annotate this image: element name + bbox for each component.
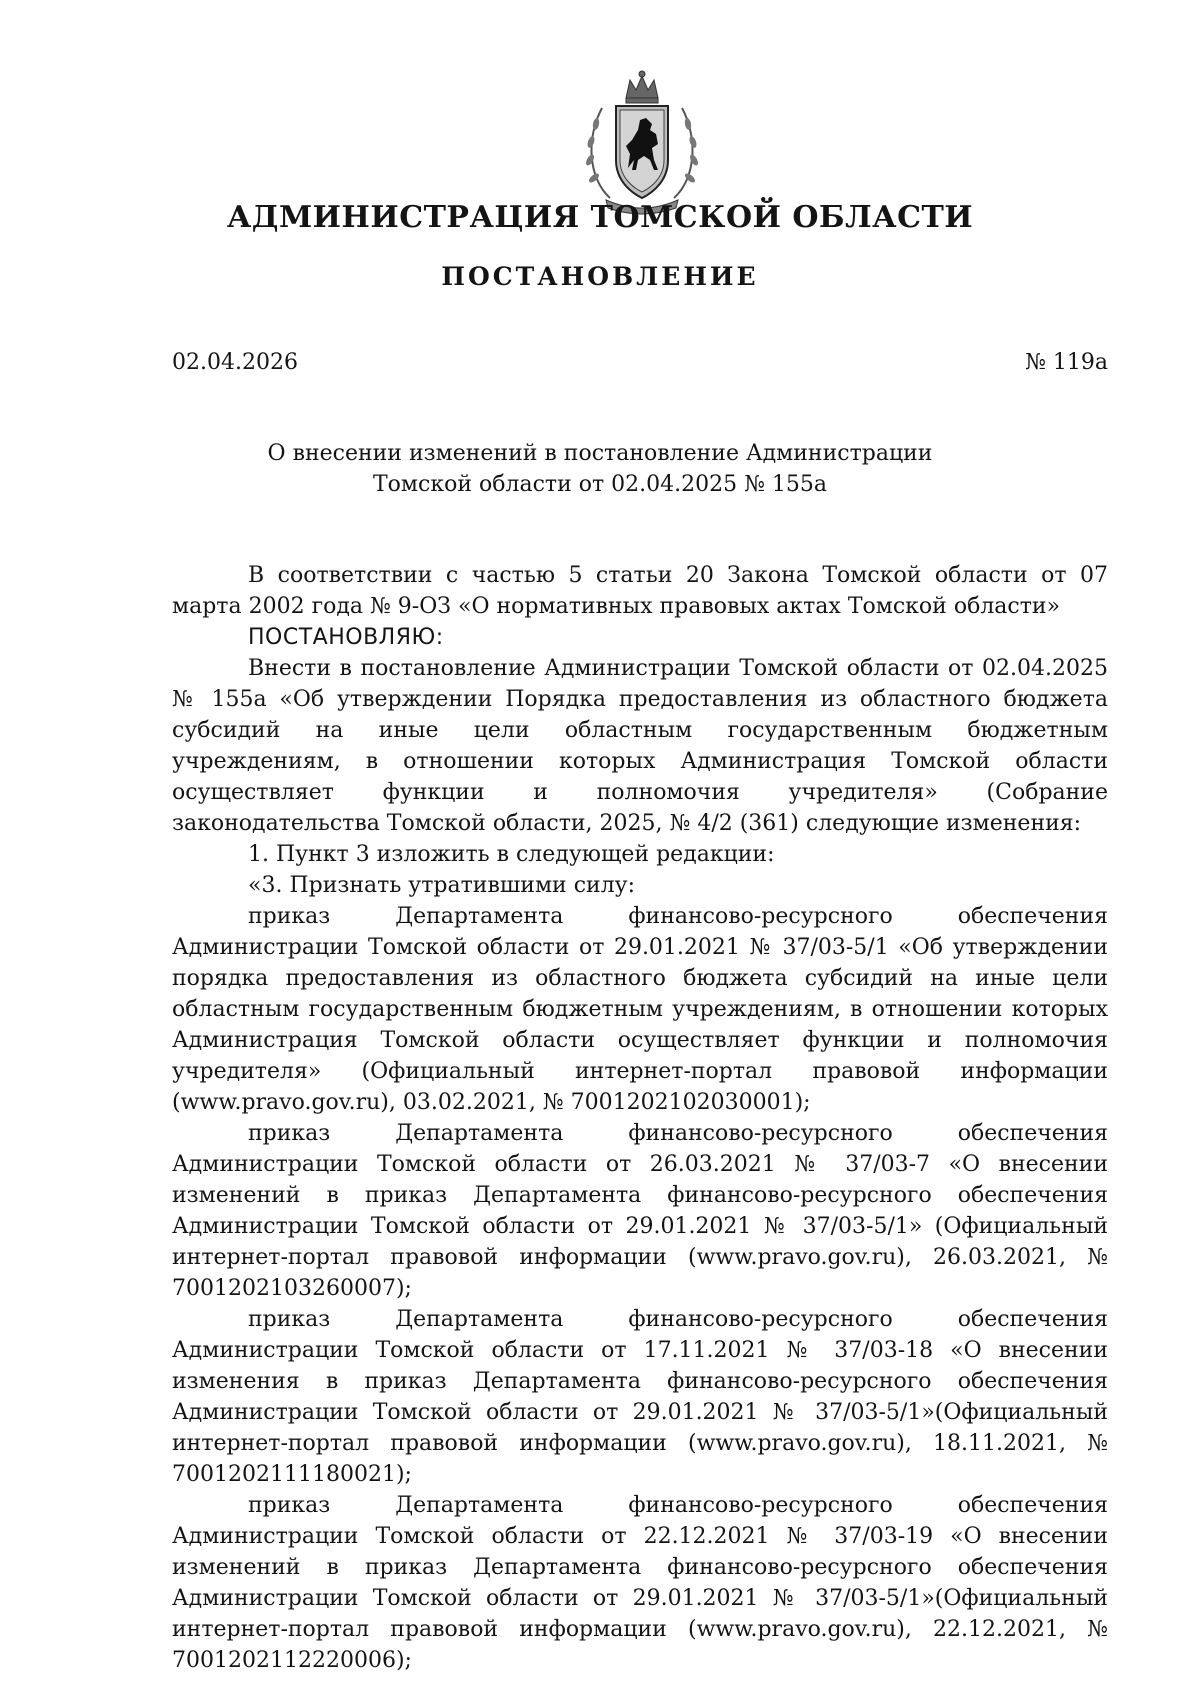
- coat-of-arms-icon: [580, 68, 704, 218]
- document-subject: [0, 438, 1200, 500]
- decree-word: ПОСТАНОВЛЯЮ:: [248, 625, 444, 650]
- preamble-paragraph: В соответствии с частью 5 статьи 20 Закона Томской области от 07 марта 2002 года № 9-ОЗ «О нормативных правовых актах Томской области»: [172, 563, 1108, 619]
- document-type: ПОСТАНОВЛЕНИЕ: [441, 262, 759, 291]
- item-paragraph: 1. Пункт 3 изложить в следующей редакции:: [248, 842, 775, 867]
- document-date: 02.04.2026: [172, 350, 298, 375]
- order-paragraph: приказ Департамента финансово-ресурсного обеспечения Администрации Томской области от 26.03.2021 № 37/03-7 «О внесении изменений в приказ Департамента финансово-ресурсного обеспечения Администрации Томской области от 29.01.2021 № 37/03-5/1» (Официальный интернет-портал правовой информации (www.pravo.gov.ru), 26.03.2021, № 7001202103260007);: [172, 1121, 1108, 1301]
- document-body: [172, 560, 1108, 1676]
- quote-paragraph: «3. Признать утратившими силу:: [248, 873, 636, 898]
- subject-line: Томской области от 02.04.2025 № 155а: [372, 472, 828, 497]
- document-number: № 119а: [1025, 350, 1108, 375]
- order-paragraph: приказ Департамента финансово-ресурсного обеспечения Администрации Томской области от 17.11.2021 № 37/03-18 «О внесении изменения в приказ Департамента финансово-ресурсного обеспечения Администрации Томской области от 29.01.2021 № 37/03-5/1»(Официальный интернет-портал правовой информации (www.pravo.gov.ru), 18.11.2021, № 7001202111180021);: [172, 1307, 1108, 1487]
- organization-title: АДМИНИСТРАЦИЯ ТОМСКОЙ ОБЛАСТИ: [226, 200, 974, 235]
- subject-line: О внесении изменений в постановление Администрации: [267, 441, 933, 466]
- intro-paragraph: Внести в постановление Администрации Томской области от 02.04.2025 № 155а «Об утверждении Порядка предоставления из областного бюджета субсидий на иные цели областным государственным бюджетным учреждениям, в отношении которых Администрация Томской области осуществляет функции и полномочия учредителя» (Собрание законодательства Томской области, 2025, № 4/2 (361) следующие изменения:: [172, 656, 1108, 836]
- order-paragraph: приказ Департамента финансово-ресурсного обеспечения Администрации Томской области от 29.01.2021 № 37/03-5/1 «Об утверждении порядка предоставления из областного бюджета субсидий на иные цели областным государственным бюджетным учреждениям, в отношении которых Администрация Томской области осуществляет функции и полномочия учредителя» (Официальный интернет-портал правовой информации (www.pravo.gov.ru), 03.02.2021, № 7001202102030001);: [172, 904, 1108, 1115]
- order-paragraph: приказ Департамента финансово-ресурсного обеспечения Администрации Томской области от 22.12.2021 № 37/03-19 «О внесении изменений в приказ Департамента финансово-ресурсного обеспечения Администрации Томской области от 29.01.2021 № 37/03-5/1»(Официальный интернет-портал правовой информации (www.pravo.gov.ru), 22.12.2021, № 7001202112220006);: [172, 1493, 1108, 1673]
